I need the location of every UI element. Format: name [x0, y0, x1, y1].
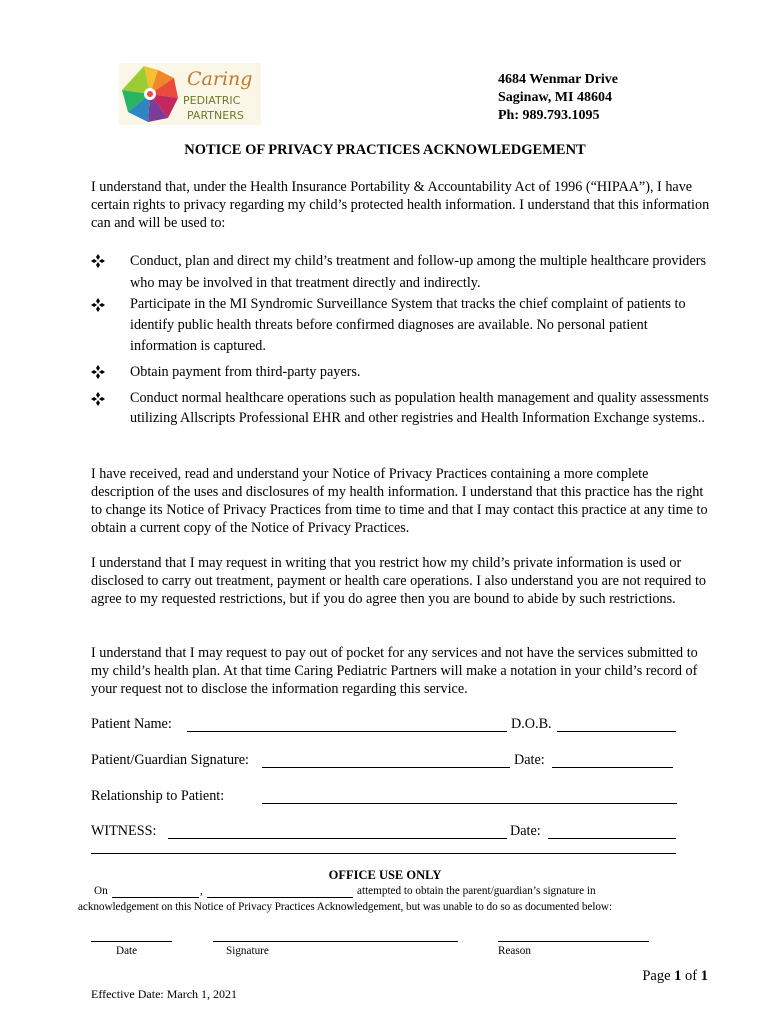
office-date-caption: Date [116, 945, 138, 957]
address-phone: Ph: 989.793.1095 [498, 108, 600, 123]
received-text: I have received, read and understand your Notice of Privacy Practices containing a more complete description of the uses and disclosures of my health information. I understand that this practice has the right to change its Notice of Privacy Practices from time to time and that I may contact this practice at any time to obtain a current copy of the Notice of Privacy Practices. [91, 466, 708, 536]
office-date-field[interactable] [91, 941, 172, 942]
office-attempted-text: attempted to obtain the parent/guardian’s signature in [357, 885, 596, 897]
signature-field[interactable] [262, 767, 510, 768]
page-total: 1 [700, 968, 708, 984]
page-label: Page [642, 968, 671, 984]
diamond-bullet-icon [91, 298, 105, 312]
page-current: 1 [674, 968, 682, 984]
diamond-bullet-icon [91, 392, 105, 406]
logo-partners-text: PARTNERS [187, 109, 244, 122]
office-staff-field[interactable] [207, 897, 353, 898]
bullet-text: Conduct, plan and direct my child’s treatment and follow-up among the multiple healthcare providers who may be involved in that treatment directly and indirectly. [130, 253, 707, 291]
diamond-bullet-icon [91, 365, 105, 379]
logo-pediatric-text: PEDIATRIC [183, 94, 241, 107]
witness-date-field[interactable] [548, 838, 676, 839]
practice-address [498, 71, 618, 125]
office-acknowledgement-text: acknowledgement on this Notice of Privacy Practices Acknowledgement, but was unable to do so as documented below: [78, 901, 613, 913]
office-use-heading: OFFICE USE ONLY [328, 868, 442, 882]
bullet-text: Conduct normal healthcare operations such as population health management and quality assessments utilizing Allscripts Professional EHR and other registries and Health Information Exchange systems.. [130, 390, 709, 426]
signature-date-label: Date: [514, 752, 545, 768]
signature-date-field[interactable] [552, 767, 673, 768]
address-street: 4684 Wenmar Drive [498, 72, 619, 87]
patient-name-label: Patient Name: [91, 716, 172, 732]
out-of-pocket-paragraph [91, 644, 711, 698]
office-signature-caption: Signature [226, 945, 269, 957]
restriction-text: I understand that I may request in writing that you restrict how my child’s private information is used or disclosed to carry out treatment, payment or health care operations. I also understand you are not required to agree to my requested restrictions, but if you do agree then you are bound to abide by such restrictions. [91, 555, 706, 607]
divider-line [91, 853, 676, 854]
logo-caring-text: Caring [187, 68, 253, 90]
relationship-label: Relationship to Patient: [91, 788, 225, 804]
document-title: NOTICE OF PRIVACY PRACTICES ACKNOWLEDGEMENT [184, 142, 586, 158]
patient-name-field[interactable] [187, 731, 507, 732]
intro-text: I understand that, under the Health Insurance Portability & Accountability Act of 1996 (“HIPAA”), I have certain rights to privacy regarding my child’s protected health information. I understand that this information can and will be used to: [91, 179, 710, 231]
intro-paragraph [91, 178, 711, 232]
witness-date-label: Date: [510, 823, 541, 839]
office-on-date-field[interactable] [112, 897, 199, 898]
witness-field[interactable] [168, 838, 507, 839]
bullet-text: Participate in the MI Syndromic Surveillance System that tracks the chief complaint of patients to identify public health threats before confirmed diagnoses are available. No personal patient information is captured. [130, 296, 686, 354]
office-signature-field[interactable] [213, 941, 458, 942]
pinwheel-logo-icon [119, 63, 261, 125]
page-of: of [685, 968, 698, 984]
out-of-pocket-text: I understand that I may request to pay out of pocket for any services and not have the services submitted to my child’s health plan. At that time Caring Pediatric Partners will make a notation in your child’s record of your request not to disclose the information regarding this service. [91, 645, 698, 697]
office-comma: , [200, 885, 203, 897]
bullet-text: Obtain payment from third-party payers. [130, 364, 361, 380]
signature-label: Patient/Guardian Signature: [91, 752, 249, 768]
dob-label: D.O.B. [511, 716, 552, 732]
restriction-paragraph [91, 554, 711, 608]
office-reason-caption: Reason [498, 945, 531, 957]
received-paragraph [91, 465, 711, 537]
relationship-field[interactable] [262, 803, 677, 804]
diamond-bullet-icon [91, 254, 105, 268]
witness-label: WITNESS: [91, 823, 157, 839]
dob-field[interactable] [557, 731, 676, 732]
office-on-label: On [94, 885, 108, 897]
office-reason-field[interactable] [498, 941, 649, 942]
address-city: Saginaw, MI 48604 [498, 90, 612, 105]
caring-pediatric-partners-logo [119, 63, 261, 125]
page-number [642, 968, 708, 985]
patient-name-row [91, 716, 172, 733]
effective-date: Effective Date: March 1, 2021 [91, 987, 238, 1001]
